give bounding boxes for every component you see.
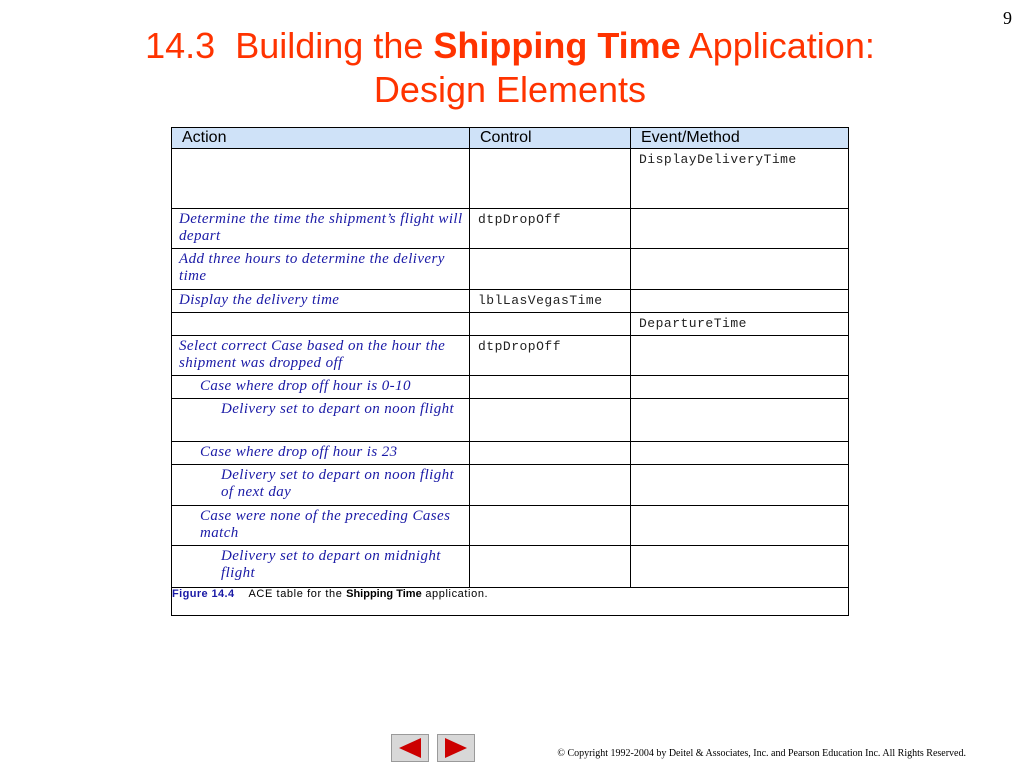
control-cell xyxy=(470,546,631,588)
table-row xyxy=(172,336,849,376)
event-cell xyxy=(631,506,849,546)
control-cell xyxy=(470,149,631,209)
section-number: 14.3 xyxy=(145,25,216,66)
control-cell xyxy=(470,465,631,506)
table-row xyxy=(172,209,849,249)
event-cell xyxy=(631,376,849,399)
table-row xyxy=(172,376,849,399)
next-slide-button[interactable] xyxy=(437,734,475,762)
event-cell xyxy=(631,290,849,313)
event-cell: DisplayDeliveryTime xyxy=(631,149,849,209)
left-arrow-icon xyxy=(392,735,428,761)
control-cell: lblLasVegasTime xyxy=(470,290,631,313)
ace-table xyxy=(171,127,849,616)
table-row xyxy=(172,399,849,442)
control-cell xyxy=(470,506,631,546)
action-cell: Display the delivery time xyxy=(172,290,470,313)
action-cell: Determine the time the shipment’s flight will depart xyxy=(172,209,470,249)
table-row xyxy=(172,546,849,588)
title-line-1 xyxy=(60,24,960,68)
control-cell xyxy=(470,376,631,399)
event-cell xyxy=(631,336,849,376)
control-cell xyxy=(470,249,631,290)
table-row xyxy=(172,149,849,209)
previous-slide-button[interactable] xyxy=(391,734,429,762)
header-action: Action xyxy=(172,128,470,149)
action-cell: Delivery set to depart on noon flight of next day xyxy=(172,465,470,506)
caption-text: ACE table for the xyxy=(248,588,347,600)
event-cell xyxy=(631,442,849,465)
action-cell xyxy=(172,149,470,209)
control-cell xyxy=(470,399,631,442)
caption-bold-text: Shipping Time xyxy=(346,588,422,600)
title-line-2: Design Elements xyxy=(373,69,647,110)
slide-navigation xyxy=(391,734,475,762)
figure-caption xyxy=(172,588,849,616)
action-cell: Add three hours to determine the delivery time xyxy=(172,249,470,290)
action-cell: Delivery set to depart on noon flight xyxy=(172,399,470,442)
figure-label: Figure 14.4 xyxy=(172,588,235,600)
event-cell xyxy=(631,465,849,506)
header-control: Control xyxy=(470,128,631,149)
slide-title xyxy=(60,24,960,112)
action-cell: Case were none of the preceding Cases match xyxy=(172,506,470,546)
caption-row xyxy=(172,588,849,616)
table-row xyxy=(172,442,849,465)
event-cell xyxy=(631,399,849,442)
table-row xyxy=(172,313,849,336)
action-cell xyxy=(172,313,470,336)
right-arrow-icon xyxy=(438,735,474,761)
event-cell xyxy=(631,209,849,249)
caption-text-end: application. xyxy=(421,588,489,600)
table-row xyxy=(172,506,849,546)
header-event-method: Event/Method xyxy=(631,128,849,149)
event-cell xyxy=(631,546,849,588)
control-cell: dtpDropOff xyxy=(470,209,631,249)
action-cell: Select correct Case based on the hour the shipment was dropped off xyxy=(172,336,470,376)
control-cell xyxy=(470,313,631,336)
table-row xyxy=(172,290,849,313)
table-header-row xyxy=(172,128,849,149)
title-text-1: Building the xyxy=(235,25,434,66)
title-text-2: Application: xyxy=(680,25,875,66)
copyright-notice: © Copyright 1992-2004 by Deitel & Associates, Inc. and Pearson Education Inc. All Rights Reserved. xyxy=(557,748,966,759)
title-bold-text: Shipping Time xyxy=(433,25,681,66)
action-cell: Case where drop off hour is 0-10 xyxy=(172,376,470,399)
event-cell: DepartureTime xyxy=(631,313,849,336)
action-cell: Delivery set to depart on midnight flight xyxy=(172,546,470,588)
event-cell xyxy=(631,249,849,290)
table-row xyxy=(172,249,849,290)
action-cell: Case where drop off hour is 23 xyxy=(172,442,470,465)
control-cell xyxy=(470,442,631,465)
table-row xyxy=(172,465,849,506)
page-number: 9 xyxy=(1003,8,1012,28)
control-cell: dtpDropOff xyxy=(470,336,631,376)
